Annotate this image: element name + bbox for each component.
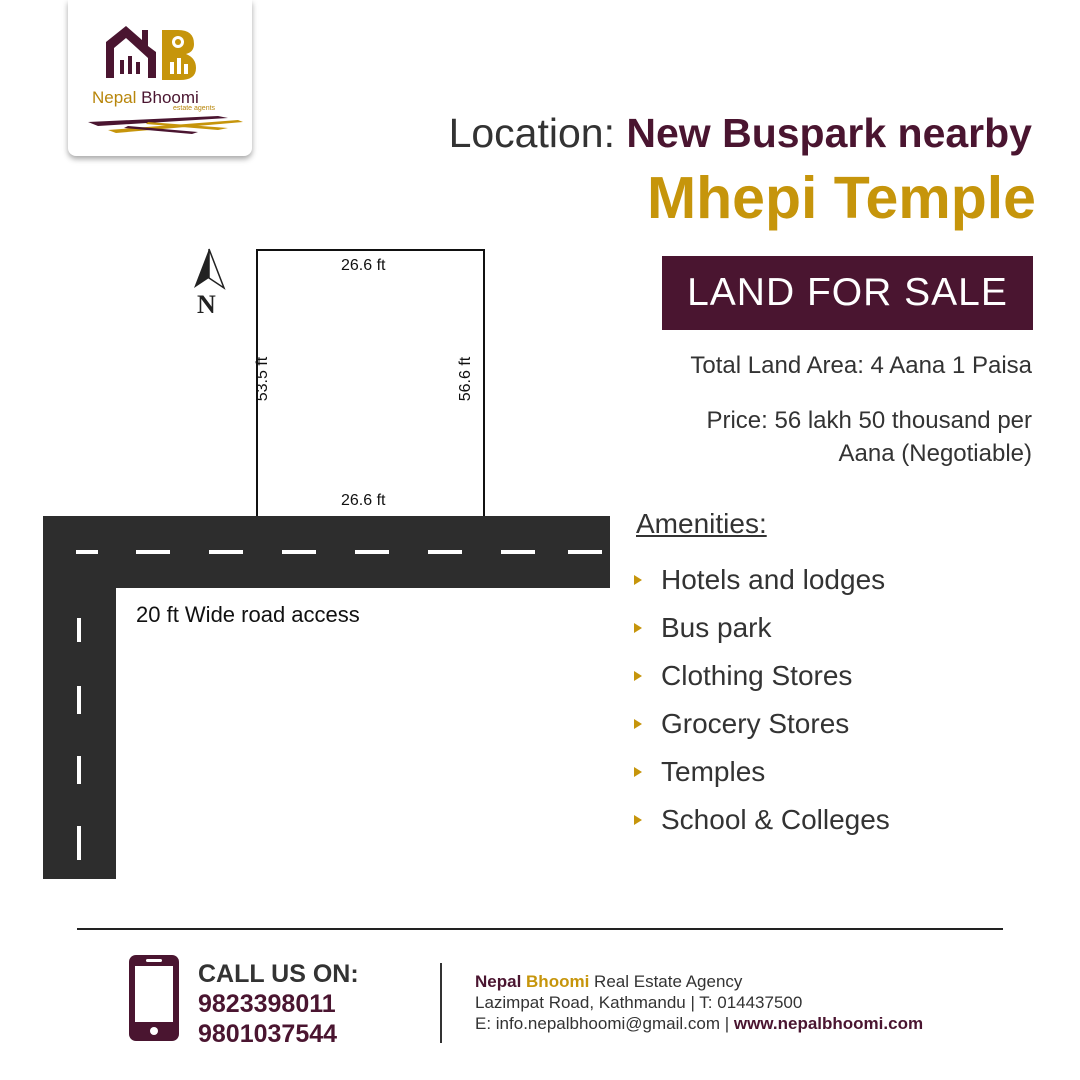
- location-prefix: Location:: [448, 110, 615, 156]
- bullet-icon: [634, 719, 642, 729]
- website-link[interactable]: www.nepalbhoomi.com: [733, 1014, 924, 1033]
- total-land-area: Total Land Area: 4 Aana 1 Paisa: [690, 352, 1032, 379]
- plot-right-dimension: 56.6 ft: [457, 356, 475, 402]
- land-for-sale-badge: LAND FOR SALE: [662, 256, 1033, 330]
- footer-separator: [440, 963, 442, 1043]
- north-label: N: [197, 290, 216, 319]
- list-item: [632, 748, 890, 796]
- plot-bottom-dimension: 26.6 ft: [341, 492, 386, 509]
- agency-word2: Bhoomi: [526, 972, 590, 991]
- list-item: [632, 700, 890, 748]
- amenity-label: Temples: [661, 756, 766, 787]
- amenity-label: Clothing Stores: [661, 660, 853, 691]
- amenities-list: [632, 556, 890, 844]
- price-text: Price: 56 lakh 50 thousand per Aana (Negotiable): [706, 407, 1032, 467]
- agency-name: [475, 972, 742, 992]
- logo-brand-word2: Bhoomi: [141, 88, 199, 107]
- list-item: [632, 652, 890, 700]
- agency-contact: [475, 1014, 923, 1034]
- north-arrow-icon: [194, 249, 224, 288]
- email-text[interactable]: E: info.nepalbhoomi@gmail.com |: [475, 1014, 734, 1033]
- plot-top-dimension: 26.6 ft: [341, 257, 386, 274]
- plot-boundary: [257, 250, 484, 518]
- agency-word1: Nepal: [475, 972, 522, 991]
- agency-rest: Real Estate Agency: [594, 972, 743, 991]
- amenity-label: Hotels and lodges: [661, 564, 886, 595]
- list-item: [632, 796, 890, 844]
- location-place: New Buspark nearby: [626, 110, 1032, 156]
- call-us-title: CALL US ON:: [198, 960, 359, 988]
- amenities-title: Amenities:: [636, 508, 767, 539]
- bullet-icon: [634, 767, 642, 777]
- list-item: [632, 556, 890, 604]
- plot-left-dimension: 53.5 ft: [254, 356, 272, 402]
- bullet-icon: [634, 575, 642, 585]
- amenity-label: Bus park: [661, 612, 772, 643]
- temple-heading: Mhepi Temple: [646, 165, 1036, 231]
- agency-address: Lazimpat Road, Kathmandu | T: 014437500: [475, 993, 803, 1012]
- phone-icon: [128, 954, 180, 1042]
- footer-divider: [77, 928, 1003, 930]
- list-item: [632, 604, 890, 652]
- amenity-label: Grocery Stores: [661, 708, 850, 739]
- road-access-label: 20 ft Wide road access: [136, 602, 360, 627]
- logo-tagline: estate agents: [173, 105, 216, 112]
- bullet-icon: [634, 815, 642, 825]
- bullet-icon: [634, 623, 642, 633]
- phone-number-2[interactable]: 9801037544: [198, 1020, 338, 1048]
- bullet-icon: [634, 671, 642, 681]
- phone-number-1[interactable]: 9823398011: [198, 990, 336, 1018]
- logo-brand-word1: Nepal: [92, 88, 137, 107]
- amenity-label: School & Colleges: [661, 804, 890, 835]
- plot-diagram: [0, 0, 620, 900]
